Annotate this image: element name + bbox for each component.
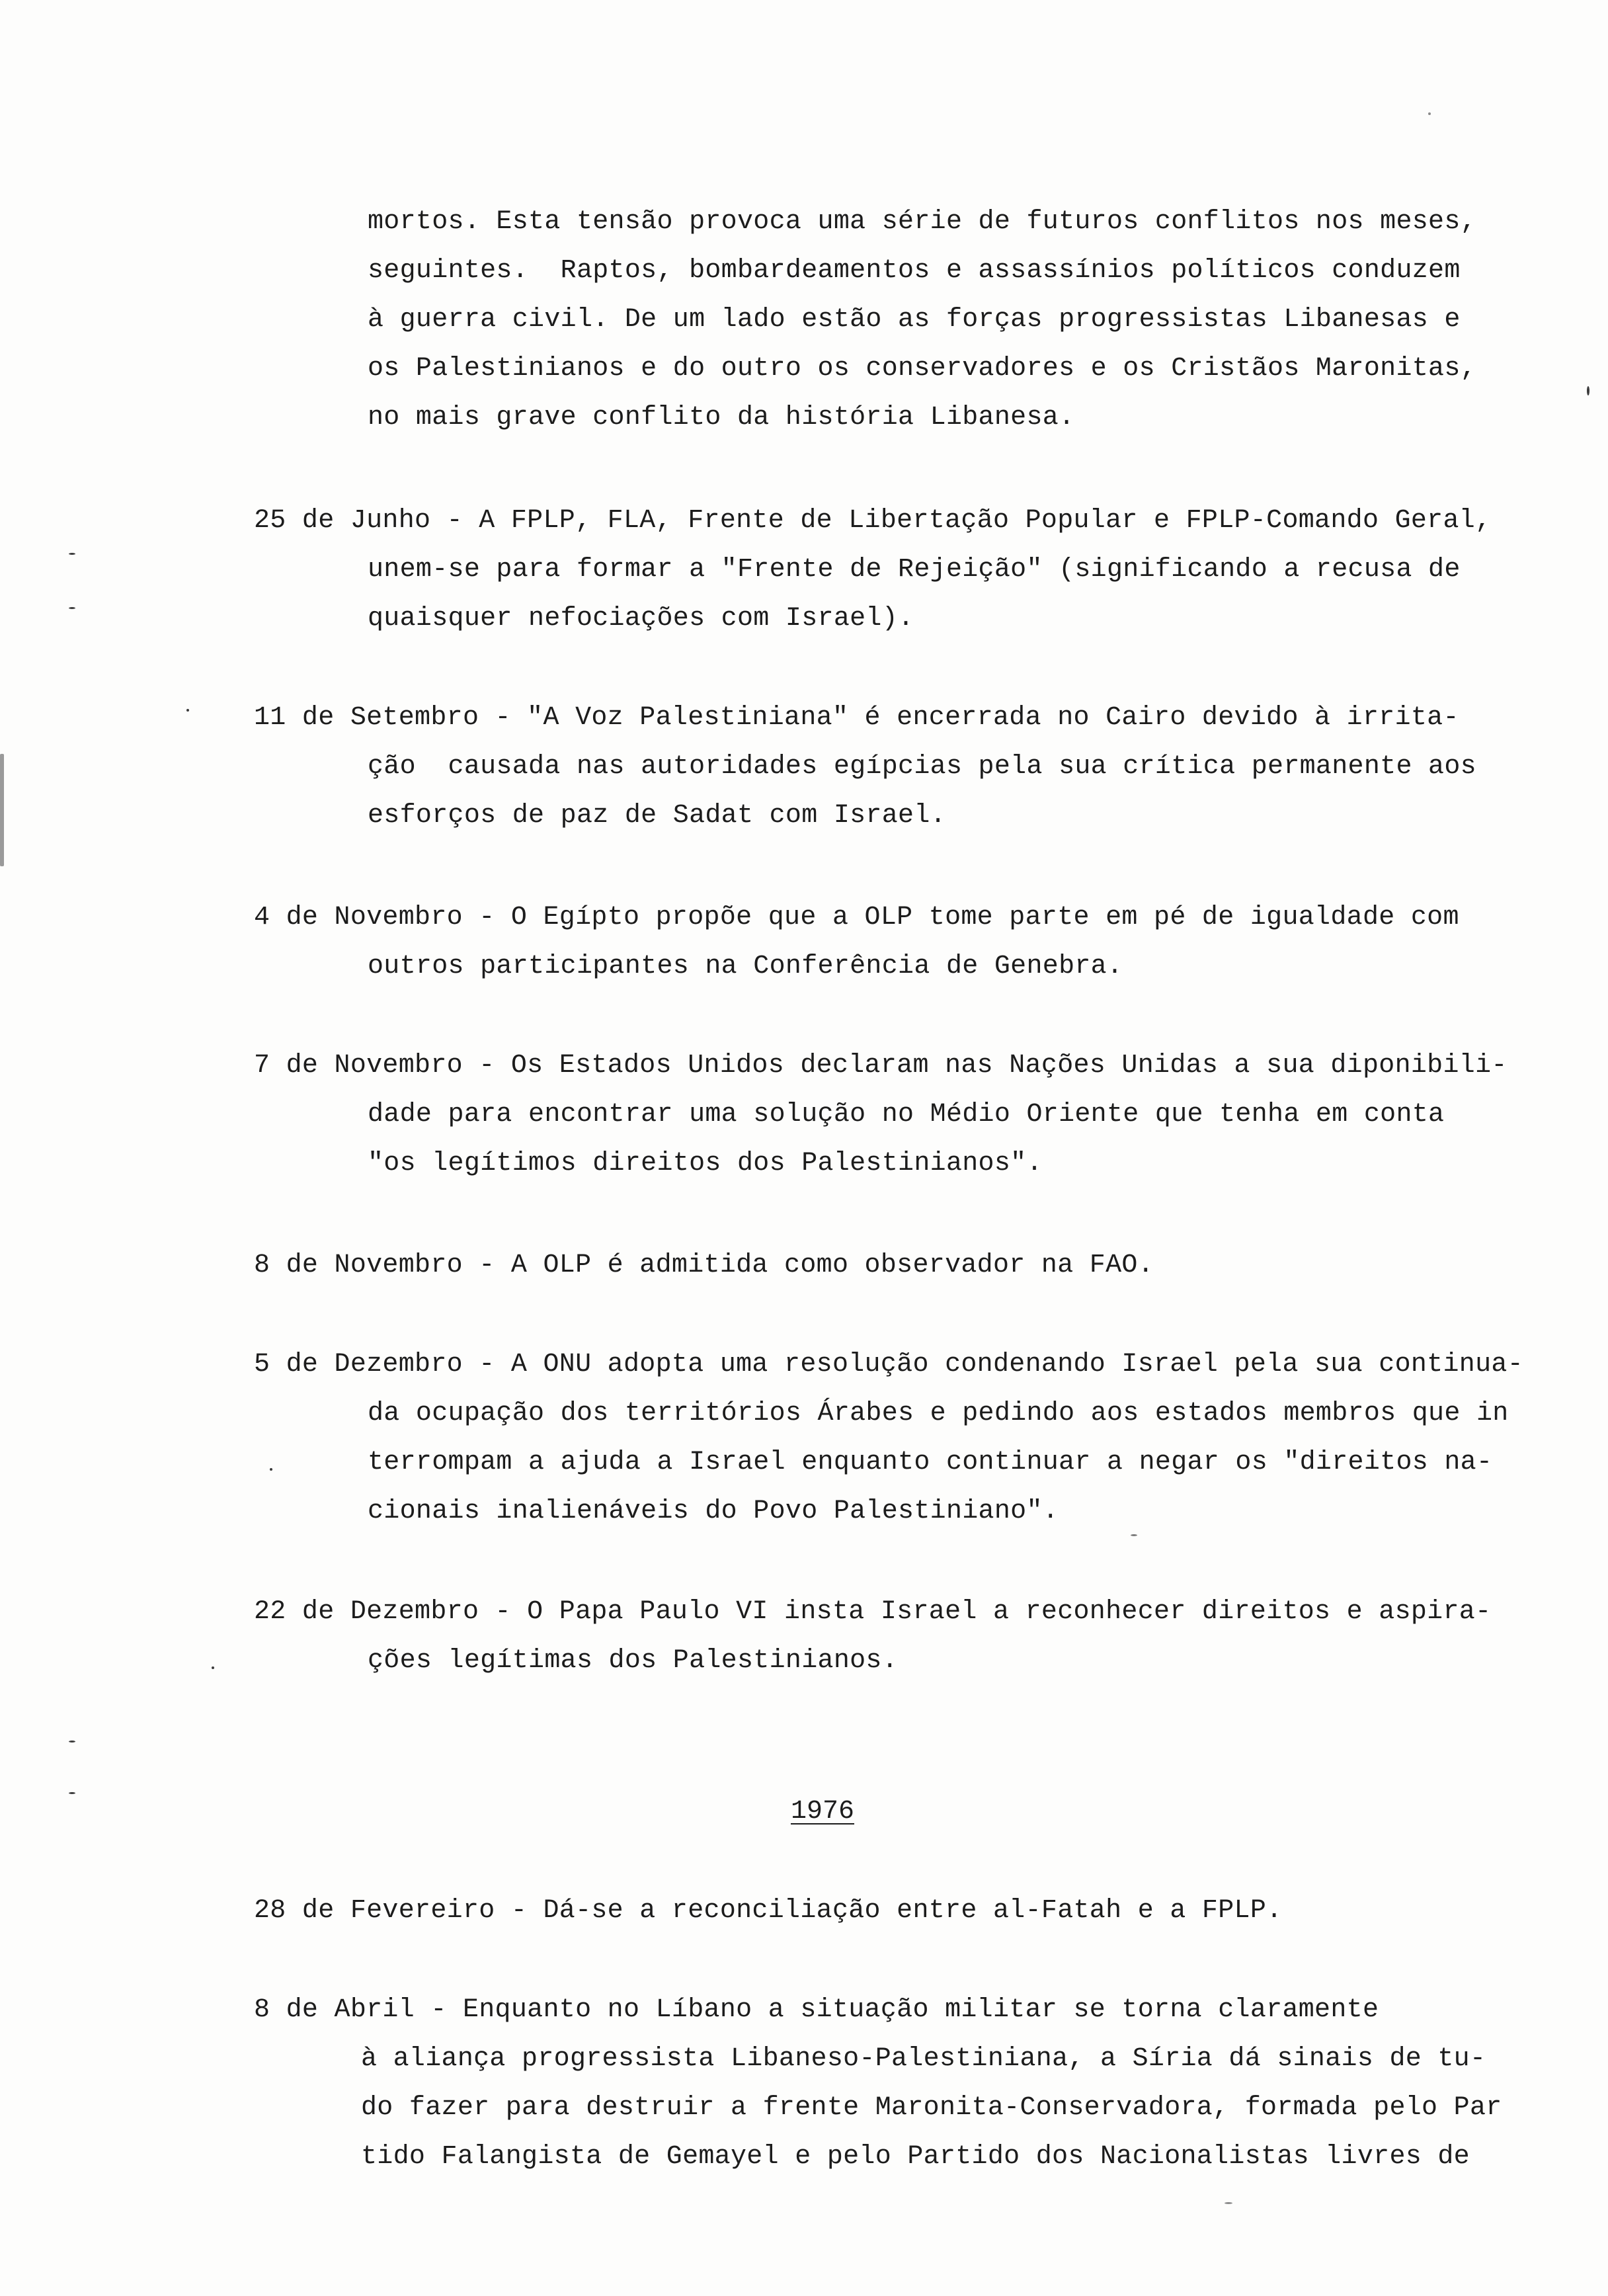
scan-mark — [270, 1468, 272, 1471]
entry-first-line: 5 de Dezembro - A ONU adopta uma resolução condenando Israel pela sua continua- — [254, 1350, 1524, 1379]
year-heading: 1976 — [791, 1797, 855, 1826]
text-line: terrompam a ajuda a Israel enquanto continuar a negar os "direitos na- — [368, 1448, 1493, 1477]
text-line: cionais inalienáveis do Povo Palestiniano". — [368, 1496, 1059, 1526]
entry-first-line: 28 de Fevereiro - Dá-se a reconciliação entre al-Fatah e a FPLP. — [254, 1896, 1283, 1926]
text-line: à guerra civil. De um lado estão as forças progressistas Libanesas e — [368, 305, 1461, 335]
text-line: ções legítimas dos Palestinianos. — [368, 1646, 899, 1676]
text-line: esforços de paz de Sadat com Israel. — [368, 801, 946, 831]
scan-mark — [1587, 386, 1589, 395]
scan-mark — [212, 1666, 214, 1669]
entry-first-line: 7 de Novembro - Os Estados Unidos declaram nas Nações Unidas a sua diponibili- — [254, 1051, 1508, 1081]
scan-mark — [69, 1792, 75, 1794]
text-line: quaisquer nefociações com Israel). — [368, 604, 914, 634]
scan-mark — [69, 607, 75, 609]
scan-mark — [1428, 112, 1431, 115]
text-line: tido Falangista de Gemayel e pelo Partido dos Nacionalistas livres de — [361, 2142, 1470, 2172]
scan-mark — [69, 1741, 75, 1742]
entry-first-line: 11 de Setembro - "A Voz Palestiniana" é encerrada no Cairo devido à irrita- — [254, 703, 1459, 733]
scan-mark — [186, 709, 189, 712]
text-line: mortos. Esta tensão provoca uma série de futuros conflitos nos meses, — [368, 207, 1476, 237]
scan-mark — [1131, 1534, 1137, 1536]
scan-mark — [69, 553, 75, 555]
text-line: "os legítimos direitos dos Palestinianos". — [368, 1149, 1043, 1178]
text-line: seguintes. Raptos, bombardeamentos e assassínios políticos conduzem — [368, 256, 1461, 286]
text-line: outros participantes na Conferência de Genebra. — [368, 952, 1123, 981]
text-line: do fazer para destruir a frente Maronita-Conservadora, formada pelo Par — [361, 2093, 1502, 2123]
scan-mark — [1225, 2202, 1232, 2204]
scan-edge-mark — [0, 754, 4, 866]
entry-first-line: 22 de Dezembro - O Papa Paulo VI insta Israel a reconhecer direitos e aspira- — [254, 1597, 1492, 1627]
entry-first-line: 25 de Junho - A FPLP, FLA, Frente de Libertação Popular e FPLP-Comando Geral, — [254, 506, 1492, 536]
entry-first-line: 8 de Abril - Enquanto no Líbano a situação militar se torna claramente — [254, 1995, 1379, 2025]
text-line: ção causada nas autoridades egípcias pela sua crítica permanente aos — [368, 752, 1476, 782]
text-line: dade para encontrar uma solução no Médio Oriente que tenha em conta — [368, 1100, 1445, 1129]
text-line: unem-se para formar a "Frente de Rejeição" (significando a recusa de — [368, 555, 1461, 585]
text-line: à aliança progressista Libaneso-Palestiniana, a Síria dá sinais de tu- — [361, 2044, 1486, 2074]
text-line: os Palestinianos e do outro os conservadores e os Cristãos Maronitas, — [368, 354, 1476, 384]
text-line: no mais grave conflito da história Libanesa. — [368, 403, 1075, 432]
text-line: da ocupação dos territórios Árabes e pedindo aos estados membros que in — [368, 1399, 1509, 1428]
entry-first-line: 4 de Novembro - O Egípto propõe que a OLP tome parte em pé de igualdade com — [254, 903, 1459, 932]
entry-first-line: 8 de Novembro - A OLP é admitida como observador na FAO. — [254, 1250, 1154, 1280]
